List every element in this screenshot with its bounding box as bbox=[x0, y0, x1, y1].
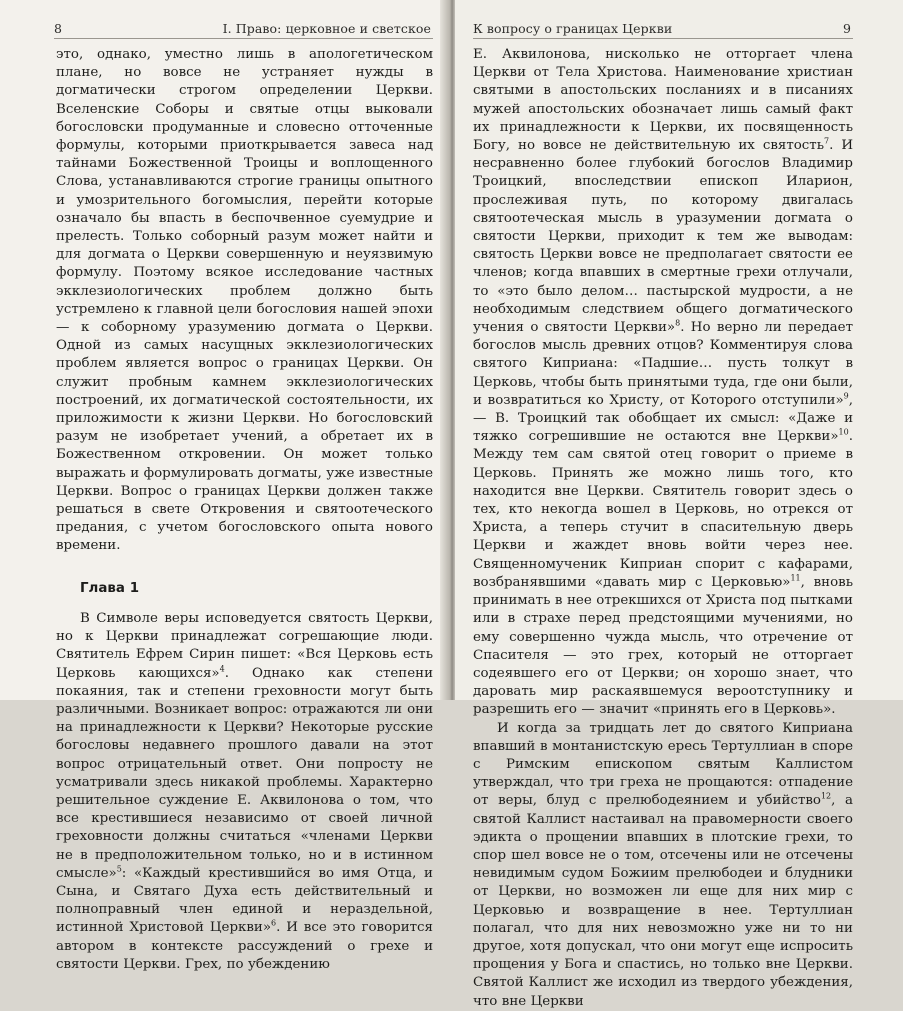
text-run: . Но верно ли передает богослов мысль древних отцов? Комментируя слова святого Киприана: «Падшие… пусть толкут в Церковь, чтобы быть принятыми туда, где они были, и возвратиться ко Христу, от Которого отступили» bbox=[473, 320, 853, 408]
text-run: . Однако как степени покаяния, так и степени греховности могут быть различными. Возникает вопрос: отражаются ли они на принадлежности к Церкви? Некоторые русские богословы недавнего прошлого давали на этот вопрос отрицательный ответ. Они попросту не усматривали здесь никакой проблемы. Характерно решительное суждение Е. Аквилонова о том, что все крестившиеся независимо от своей личной греховности должны считаться «членами Церкви не в предположительном только, но и в истинном смысле» bbox=[56, 665, 433, 881]
left-page bbox=[0, 0, 447, 972]
left-running-title: I. Право: церковное и светское bbox=[222, 21, 431, 36]
left-header-rule bbox=[54, 38, 433, 39]
footnote-ref[interactable]: 10 bbox=[838, 427, 849, 437]
footnote-ref[interactable]: 11 bbox=[790, 573, 801, 583]
text-run: . Между тем сам святой отец говорит о приеме в Церковь. Принять же можно лишь того, кто находится вне Церкви. Святитель говорит здесь о тех, кто некогда вошел в Церковь, но отрекся от Христа, а теперь стучит в спасительную дверь Церкви и жаждет вновь войти через нее. Священномученик Киприан спорит с кафарами, возбранявшими «давать мир с Церковью» bbox=[473, 429, 853, 590]
text-run: , — В. Троицкий так обобщает их смысл: «Даже и тяжко согрешившие не остаются вне Церкви» bbox=[473, 392, 853, 445]
text-run: Е. Аквилонова, нисколько не отторгает члена Церкви от Тела Христова. Наименование христиан святыми в апостольских посланиях и в писаниях мужей апостольских обозначает лишь самый факт их принадлежности к Церкви, их посвященность Богу, но вовсе не действительную их святость bbox=[473, 47, 853, 154]
paragraph-2 bbox=[473, 720, 853, 1011]
footnote-ref[interactable]: 12 bbox=[820, 791, 832, 801]
footnote-ref[interactable]: 5 bbox=[116, 864, 122, 874]
footnote-ref[interactable]: 6 bbox=[271, 918, 277, 928]
left-page-number: 8 bbox=[54, 21, 63, 36]
intro-paragraph: это, однако, уместно лишь в апологетическом плане, но вовсе не устраняет нужды в догматически строгом определении Церкви. Вселенские Соборы и святые отцы выковали богословски продуманные и словесно отточенные формулы, которыми приоткрывается завеса над тайнами Божественной Троицы и воплощенного Слова, устанавливаются строгие границы опытного и умозрительного богомыслия, перейти которые означало бы впасть в беспочвенное суемудрие и прелесть. Только соборный разум может найти и для догмата о Церкви совершенную и неуязвимую формулу. Поэтому всякое исследование частных экклезиологических проблем должно быть устремлено к главной цели богословия нашей эпохи — к соборному уразумению догмата о Церкви. Одной из самых насущных экклезиологических проблем является вопрос о границах Церкви. Он служит пробным камнем экклезиологических построений, их догматической состоятельности, их приложимости к жизни Церкви. Но богословский разум не изобретает учений, а обретает их в Божественном откровении. Он может только выражать и формулировать догматы, уже известные Церкви. Вопрос о границах Церкви должен также решаться в свете Откровения и святоотеческого предания, с учетом богословского опыта нового времени. bbox=[56, 47, 433, 554]
right-header-rule bbox=[473, 38, 853, 39]
paragraph-1 bbox=[473, 46, 853, 720]
text-run: В Символе веры исповедуется святость Церкви, но к Церкви принадлежат согрешающие люди. Святитель Ефрем Сирин пишет: «Вся Церковь есть Церковь кающихся» bbox=[56, 610, 433, 681]
right-text-block bbox=[473, 46, 853, 1011]
footnote-ref[interactable]: 9 bbox=[843, 391, 849, 401]
text-run: И когда за тридцать лет до святого Киприана впавший в монтанистскую ересь Тертуллиан в споре с Римским епископом святым Каллистом утверждал, что три греха не прощаются: отпадение от веры, блуд с прелюбодеянием и убийство bbox=[473, 720, 853, 809]
right-running-title: К вопросу о границах Церкви bbox=[473, 21, 673, 36]
footnote-ref[interactable]: 7 bbox=[824, 136, 830, 146]
chapter-paragraph bbox=[56, 610, 433, 974]
left-text-block bbox=[56, 46, 433, 974]
text-run: : «Каждый крестившийся во имя Отца, и Сына, и Святаго Духа есть действительный и полноправный член единой и нераздельной, истинной Христовой Церкви» bbox=[56, 865, 433, 936]
text-run: . И все это говорится автором в контексте рассуждений о грехе и святости Церкви. Грех, по убеждению bbox=[56, 920, 433, 972]
right-page-number: 9 bbox=[842, 21, 851, 36]
text-run: , вновь принимать в нее отрекшихся от Христа под пытками или в страхе перед предстоящими мучениями, но ему совершенно чужда мысль, что отречение от Спасителя — это грех, который не отторгает содеявшего его от Церкви; он хорошо знает, что даровать мир раскаявшемуся вероотступнику и разрешить его — значит «принять его в Церковь». bbox=[473, 574, 853, 718]
text-run: . И несравненно более глубокий богослов Владимир Троицкий, впоследствии епископ Иларион, прослеживая путь, по которому двигалась святоотеческая мысль в уразумении догмата о святости Церкви, приходит к тем же выводам: святость Церкви вовсе не предполагает святости ее членов; когда впавших в смертные грехи отлучали, то «это было делом… пастырской мудрости, а не необходимым следствием общего догматического учения о святости Церкви» bbox=[473, 138, 854, 336]
right-page bbox=[455, 0, 903, 1009]
text-run: , а святой Каллист настаивал на правомерности своего эдикта о прощении впавших в плотские грехи, то спор шел вовсе не о том, отсечены или не отсечены невидимым судом Божиим прелюбодеи и блудники от Церкви, но возможен ли еще для них мир с Церковью и возвращение в нее. Тертуллиан полагал, что для них невозможно уже ни то ни другое, хотя допускал, что они могут еще испросить прощения у Бога и спастись, но только вне Церкви. Святой Каллист же исходил из твердого убеждения, что вне Церкви bbox=[473, 793, 853, 1009]
footnote-ref[interactable]: 4 bbox=[219, 664, 225, 674]
chapter-heading: Глава 1 bbox=[80, 580, 140, 596]
footnote-ref[interactable]: 8 bbox=[675, 318, 681, 328]
